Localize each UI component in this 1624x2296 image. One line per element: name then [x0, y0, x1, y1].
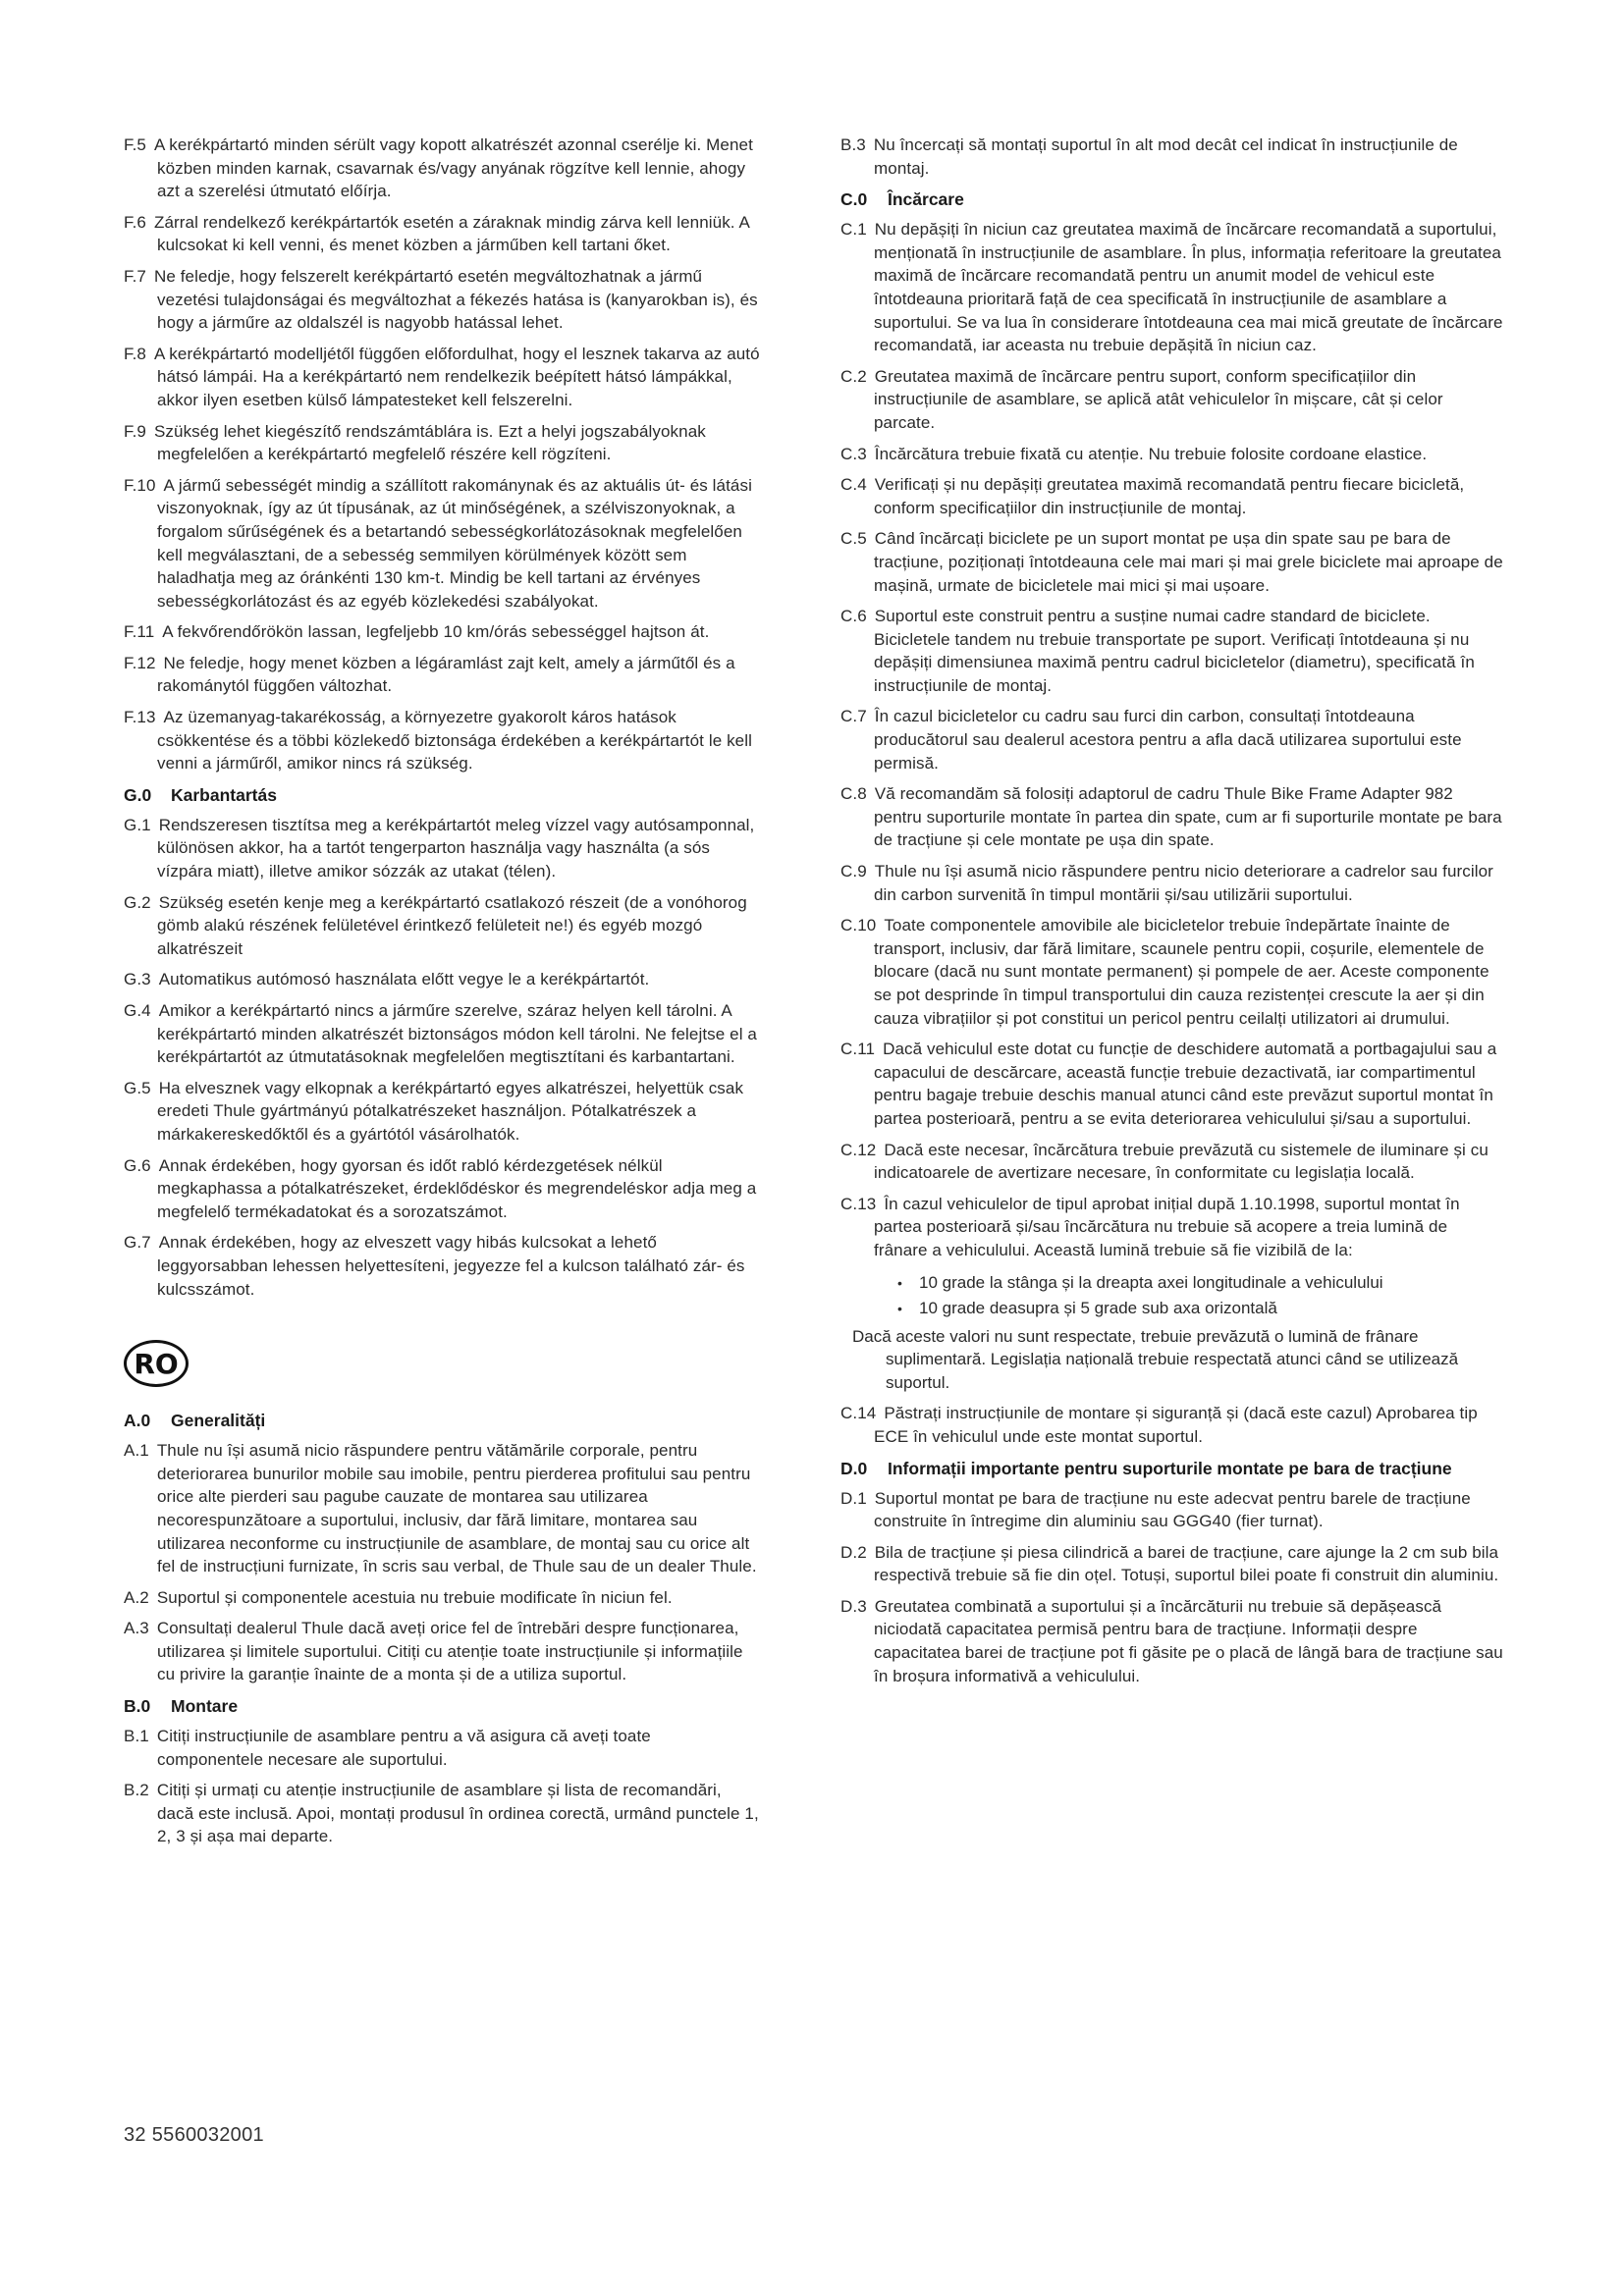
- item-text: Suportul este construit pentru a susține numai cadre standard de biciclete. Bicicletele tandem nu trebuie transportate pe suport. Verificați întotdeauna și nu depășiți dimensiunea maximă pentru cadrul bicicletelor (diametru), specificată în instrucțiunile de montaj.: [874, 607, 1475, 695]
- item-text: Az üzemanyag-takarékosság, a környezetre gyakorolt káros hatások csökkentése és a többi közlekedő biztonsága érdekében a kerékpártartót le kell venni a járműről, amikor nincs rá szükség.: [157, 708, 752, 774]
- item-number: C.3: [840, 444, 867, 463]
- item-text: Dacă este necesar, încărcătura trebuie prevăzută cu sistemele de iluminare și cu indicatoarele de avertizare necesare, în conformitate cu legislația locală.: [874, 1140, 1489, 1183]
- item-number: F.5: [124, 135, 146, 154]
- left-column: [124, 133, 760, 1856]
- page-number: 32: [124, 2124, 146, 2146]
- item-number: B.1: [124, 1727, 149, 1746]
- instruction-item: [840, 1541, 1504, 1587]
- item-number: F.11: [124, 622, 155, 642]
- instruction-item: [840, 1193, 1504, 1262]
- item-text: Vă recomandăm să folosiți adaptorul de cadru Thule Bike Frame Adapter 982 pentru suporturile montate în partea din spate, cum ar fi suporturile montate pe bara de tracțiune și cele montate pe ușa din spate.: [874, 784, 1502, 850]
- item-number: B.3: [840, 135, 866, 154]
- instruction-item: [124, 343, 760, 412]
- item-number: B.2: [124, 1781, 149, 1800]
- item-number: A.1: [124, 1441, 149, 1461]
- instruction-item: [840, 365, 1504, 435]
- instruction-item: [124, 133, 760, 203]
- doc-code: 5560032001: [151, 2124, 264, 2146]
- item-text: Annak érdekében, hogy gyorsan és időt rabló kérdezgetések nélkül megkaphassa a pótalkatrészeket, érdeklődéskor és megrendeléskor adja meg a megfelelő termékadatokat és a sorozatszámot.: [157, 1155, 757, 1221]
- item-text: Citiți și urmați cu atenție instrucțiunile de asamblare și lista de recomandări, dacă este inclusă. Apoi, montați produsul în ordinea corectă, urmând punctele 1, 2, 3 și așa mai departe.: [156, 1781, 759, 1846]
- instruction-item: [840, 605, 1504, 697]
- bullet-text: 10 grade la stânga și la dreapta axei longitudinale a vehiculului: [919, 1272, 1383, 1292]
- instruction-item: [840, 782, 1504, 852]
- instruction-item: [124, 1077, 760, 1147]
- item-text: Ha elvesznek vagy elkopnak a kerékpártartó egyes alkatrészei, helyettük csak eredeti Thule gyártmányú pótalkatrészeket használjon. Pótalkatrészek a márkakereskedőktől és a gyártótól vásárolhatók.: [157, 1078, 744, 1144]
- instruction-item: [840, 218, 1504, 357]
- item-text: Amikor a kerékpártartó nincs a járműre szerelve, száraz helyen kell tárolni. A kerékpártartó minden alkatrészét biztonságos módon kell tárolni. Ne felejtse el a kerékpártartót az útmutatásoknak megfelelően megtisztítani és karbantartani.: [157, 1001, 757, 1067]
- instruction-item: [840, 133, 1504, 180]
- section-heading: [124, 1694, 760, 1718]
- item-text: Verificați și nu depășiți greutatea maximă recomandată pentru fiecare bicicletă, conform specificațiilor din instrucțiunile de montaj.: [874, 475, 1465, 517]
- instruction-item: [840, 1595, 1504, 1687]
- section-title: Generalități: [171, 1411, 266, 1431]
- item-text: Încărcătura trebuie fixată cu atenție. Nu trebuie folosite cordoane elastice.: [874, 444, 1428, 463]
- instruction-item: [124, 420, 760, 466]
- instruction-item: [840, 1038, 1504, 1130]
- item-text: În cazul bicicletelor cu cadru sau furci din carbon, consultați întotdeauna producătorul sau dealerul acestora pentru a afla dacă utilizarea suportului este permisă.: [874, 707, 1462, 773]
- item-text: Thule nu își asumă nicio răspundere pentru vătămările corporale, pentru deteriorarea bunurilor mobile sau imobile, pentru pierderea profitului sau pentru orice alte pierderi sau pagube cauzate de montarea sau utilizarea necorespunzătoare a suportului, inclusiv, dar fără limitare, montarea sau utilizarea neconforme cu instrucțiunile de asamblare, de montaj sau cu orice alt fel de instrucțiuni furnizate, în scris sau verbal, de Thule sau de un dealer Thule.: [156, 1441, 757, 1576]
- item-number: C.7: [840, 707, 867, 726]
- section-heading: [124, 783, 760, 807]
- instruction-item: [124, 1617, 760, 1686]
- instruction-item: [124, 652, 760, 698]
- item-number: C.5: [840, 529, 867, 549]
- section-number: D.0: [840, 1458, 868, 1478]
- bullet-icon: •: [897, 1300, 902, 1316]
- item-number: F.13: [124, 708, 156, 727]
- section-title: Montare: [171, 1696, 239, 1717]
- item-text: Szükség lehet kiegészítő rendszámtáblára is. Ezt a helyi jogszabályoknak megfelelően a kerékpártartó megfelelő részére kell rögzíteni.: [153, 421, 706, 464]
- item-text: Ne feledje, hogy felszerelt kerékpártartó esetén megváltozhatnak a jármű vezetési tulajdonságai és megváltozhat a fékezés hatása is (kanyarokban is), és hogy a járműre az oldalszél is nagyobb hatással lehet.: [153, 266, 758, 333]
- item-text: A kerékpártartó minden sérült vagy kopott alkatrészét azonnal cserélje ki. Menet közben minden karnak, csavarnak és/vagy anyának rögzítve kell lennie, ahogy azt a szerelési útmutató előírja.: [153, 135, 753, 201]
- item-text: Nu încercați să montați suportul în alt mod decât cel indicat în instrucțiunile de montaj.: [873, 135, 1458, 178]
- instruction-item: [124, 265, 760, 335]
- item-text: Suportul montat pe bara de tracțiune nu este adecvat pentru barele de tracțiune construite în întregime din aluminiu sau GGG40 (fier turnat).: [874, 1488, 1471, 1531]
- item-number: G.7: [124, 1233, 151, 1253]
- item-number: G.1: [124, 815, 151, 834]
- bullet-item: [897, 1296, 1504, 1321]
- instruction-item: [124, 1586, 760, 1610]
- item-text: Ne feledje, hogy menet közben a légáramlást zajt kelt, amely a járműtől és a rakománytól függően változhat.: [157, 653, 735, 696]
- item-number: D.2: [840, 1542, 867, 1562]
- instruction-item: [124, 1154, 760, 1224]
- item-number: F.10: [124, 475, 156, 495]
- item-text: Automatikus autómosó használata előtt vegye le a kerékpártartót.: [158, 970, 650, 989]
- item-number: C.13: [840, 1194, 877, 1213]
- instruction-item: [840, 1139, 1504, 1185]
- item-number: C.2: [840, 366, 867, 386]
- item-text: Nu depășiți în niciun caz greutatea maximă de încărcare recomandată a suportului, menționată în instrucțiunile de asamblare. În plus, informația referitoare la greutatea maximă de încărcare recomandată pentru un anumit model de vehicul este întotdeauna prioritară față de cea specificată în instrucțiunile de asamblare a suportului. Se va lua în considerare întotdeauna cea mai mică greutate de încărcare recomandată, iar aceasta nu trebuie depășită în niciun caz.: [874, 220, 1503, 355]
- item-number: C.11: [840, 1040, 876, 1059]
- item-text: Zárral rendelkező kerékpártartók esetén a záraknak mindig zárva kell lenniük. A kulcsokat ki kell venni, és menet közben a járműben kell tartani őket.: [153, 212, 750, 255]
- item-number: C.12: [840, 1140, 877, 1159]
- item-text: Când încărcați biciclete pe un suport montat pe ușa din spate sau pe bara de tracțiune, poziționați întotdeauna cele mai mari și mai grele biciclete mai aproape de mașină, urmate de bicicletele mai mici și mai ușoare.: [874, 529, 1503, 595]
- item-text: A jármű sebességét mindig a szállított rakománynak és az aktuális út- és látási viszonyoknak, így az út típusának, az út minőségének, a szélviszonyoknak, a forgalom sűrűségének és a betartandó sebességkorlátozásoknak megfelelően kell megválasztani, de a sebesség semmilyen körülmények között sem haladhatja meg az óránkénti 130 km-t. Mindig be kell tartani az érvényes sebességkorlátozást és az egyéb közlekedési szabályokat.: [157, 475, 752, 611]
- section-heading: [840, 1457, 1504, 1480]
- item-text: În cazul vehiculelor de tipul aprobat inițial după 1.10.1998, suportul montat în partea posterioară și/sau încărcătura nu trebuie să acopere a treia lumină de frânare a vehiculului. Această lumină trebuie să fie vizibilă de la:: [874, 1194, 1460, 1259]
- item-number: G.3: [124, 970, 151, 989]
- item-text: Greutatea maximă de încărcare pentru suport, conform specificațiilor din instrucțiunile de asamblare, se aplică atât vehiculelor în mișcare, cât și celor parcate.: [874, 366, 1443, 432]
- instruction-item: [840, 705, 1504, 774]
- item-number: A.2: [124, 1587, 149, 1607]
- section-number: C.0: [840, 189, 868, 210]
- section-heading: [840, 187, 1504, 211]
- instruction-item: [124, 1439, 760, 1578]
- item-text: Citiți instrucțiunile de asamblare pentru a vă asigura că aveți toate componentele necesare ale suportului.: [156, 1727, 651, 1769]
- item-text: Suportul și componentele acestuia nu trebuie modificate în niciun fel.: [156, 1587, 673, 1607]
- instruction-item: [124, 211, 760, 257]
- instruction-item: [124, 999, 760, 1069]
- section-number: A.0: [124, 1411, 151, 1431]
- item-number: C.10: [840, 916, 877, 935]
- item-text: Bila de tracțiune și piesa cilindrică a barei de tracțiune, care ajunge la 2 cm sub bila respectivă trebuie să fie din oțel. Totuși, suportul bilei poate fi construit din aluminiu.: [874, 1542, 1499, 1585]
- item-text: Greutatea combinată a suportului și a încărcăturii nu trebuie să depășească niciodată capacitatea permisă pentru bara de tracțiune. Informații despre capacitatea barei de tracțiune pot fi găsite pe o placă de lângă bara de tracțiune sau în broșura informativă a vehiculului.: [874, 1596, 1503, 1685]
- item-number: C.6: [840, 607, 867, 626]
- c13-note: Dacă aceste valori nu sunt respectate, trebuie prevăzută o lumină de frânare suplimentară. Legislația națională trebuie respectată atunci când se utilizează suportul.: [852, 1326, 1459, 1392]
- instruction-item: [840, 860, 1504, 906]
- instruction-item: [124, 814, 760, 883]
- instruction-item: [124, 1725, 760, 1771]
- section-heading: [124, 1409, 760, 1432]
- item-text: A kerékpártartó modelljétől függően előfordulhat, hogy el lesznek takarva az autó hátsó lámpái. Ha a kerékpártartó nem rendelkezik beépített hátsó lámpákkal, akkor ilyen esetben külső lámpatesteket kell felszerelni.: [153, 344, 760, 409]
- section-title: Informații importante pentru suporturile montate pe bara de tracțiune: [888, 1458, 1452, 1478]
- item-text: Thule nu își asumă nicio răspundere pentru nicio deteriorare a cadrelor sau furcilor din carbon survenită în timpul montării și/sau utilizării suportului.: [874, 862, 1493, 904]
- instruction-item: [124, 1231, 760, 1301]
- item-text: Toate componentele amovibile ale bicicletelor trebuie îndepărtate înainte de transport, inclusiv, dar fără limitare, scaunele pentru copii, coșurile, elementele de blocare (dacă nu sunt montate permanent) și pompele de aer. Aceste componente se pot desprinde în timpul transportului din cauza rezistenței crescute la aer și din cauza vibrațiilor și pot constitui un pericol pentru ceilalți utilizatori ai drumului.: [874, 916, 1489, 1028]
- item-text: Annak érdekében, hogy az elveszett vagy hibás kulcsokat a lehető leggyorsabban lehessen helyettesíteni, jegyezze fel a kulcson található zár- és kulcsszámot.: [157, 1233, 745, 1299]
- item-text: Szükség esetén kenje meg a kerékpártartó csatlakozó részeit (de a vonóhorog gömb alakú részének felületével érintkező felületeit ne!) és egyéb mozgó alkatrészeit: [157, 892, 747, 958]
- item-number: D.1: [840, 1488, 867, 1508]
- item-number: F.9: [124, 421, 146, 441]
- instruction-item: [840, 1402, 1504, 1448]
- item-text: A fekvőrendőrökön lassan, legfeljebb 10 km/órás sebességgel hajtson át.: [162, 622, 710, 642]
- right-column: [840, 133, 1504, 1695]
- item-number: D.3: [840, 1596, 867, 1616]
- section-title: Karbantartás: [171, 784, 277, 805]
- section-number: G.0: [124, 784, 152, 805]
- item-number: F.8: [124, 344, 146, 363]
- instruction-item: [840, 443, 1504, 466]
- bullet-list: [897, 1270, 1504, 1321]
- item-number: F.12: [124, 653, 156, 672]
- instruction-item: [124, 474, 760, 614]
- bullet-icon: •: [897, 1274, 902, 1291]
- section-title: Încărcare: [888, 189, 964, 210]
- item-number: C.8: [840, 784, 867, 804]
- instruction-item: [124, 968, 760, 991]
- bullet-text: 10 grade deasupra și 5 grade sub axa orizontală: [919, 1298, 1277, 1317]
- item-number: G.5: [124, 1078, 151, 1097]
- item-number: C.4: [840, 475, 867, 495]
- item-number: G.2: [124, 892, 151, 912]
- item-number: C.9: [840, 862, 867, 881]
- item-text: Consultați dealerul Thule dacă aveți orice fel de întrebări despre funcționarea, utilizarea și limitele suportului. Citiți cu atenție toate instrucțiunile și informațiile cu privire la garanție înainte de a monta și de a utiliza suportul.: [156, 1619, 743, 1684]
- item-number: G.4: [124, 1001, 151, 1020]
- item-number: C.14: [840, 1404, 877, 1423]
- item-number: F.6: [124, 212, 146, 232]
- language-badge-ro: RO: [124, 1340, 189, 1387]
- item-number: F.7: [124, 266, 146, 286]
- item-text: Păstrați instrucțiunile de montare și siguranță și (dacă este cazul) Aprobarea tip ECE în vehiculul unde este montat suportul.: [874, 1404, 1478, 1446]
- bullet-item: [897, 1270, 1504, 1296]
- instruction-item: [840, 914, 1504, 1030]
- instruction-item: [124, 891, 760, 961]
- item-number: C.1: [840, 220, 867, 240]
- instruction-item: [124, 620, 760, 644]
- item-text: Dacă vehiculul este dotat cu funcție de deschidere automată a portbagajului sau a capacului de descărcare, această funcție trebuie dezactivată, iar compartimentul pentru bagaje trebuie deschis manual atunci când este prevăzut suportul montat în partea posterioară, pentru a se evita deteriorarea vehiculului și/sau a suportului.: [874, 1040, 1497, 1128]
- instruction-item: [124, 1779, 760, 1848]
- instruction-item: [840, 1487, 1504, 1533]
- instruction-item: [840, 473, 1504, 519]
- section-number: B.0: [124, 1696, 151, 1717]
- instruction-item: [840, 527, 1504, 597]
- item-text: Rendszeresen tisztítsa meg a kerékpártartót meleg vízzel vagy autósamponnal, különösen akkor, ha a tartót tengerparton használja vagy használta (a sós vízpára miatt), illetve amikor sózzák az utakat (télen).: [157, 815, 755, 881]
- item-number: G.6: [124, 1155, 151, 1175]
- page-footer: [124, 2124, 264, 2147]
- instruction-item: [124, 706, 760, 775]
- item-number: A.3: [124, 1619, 149, 1638]
